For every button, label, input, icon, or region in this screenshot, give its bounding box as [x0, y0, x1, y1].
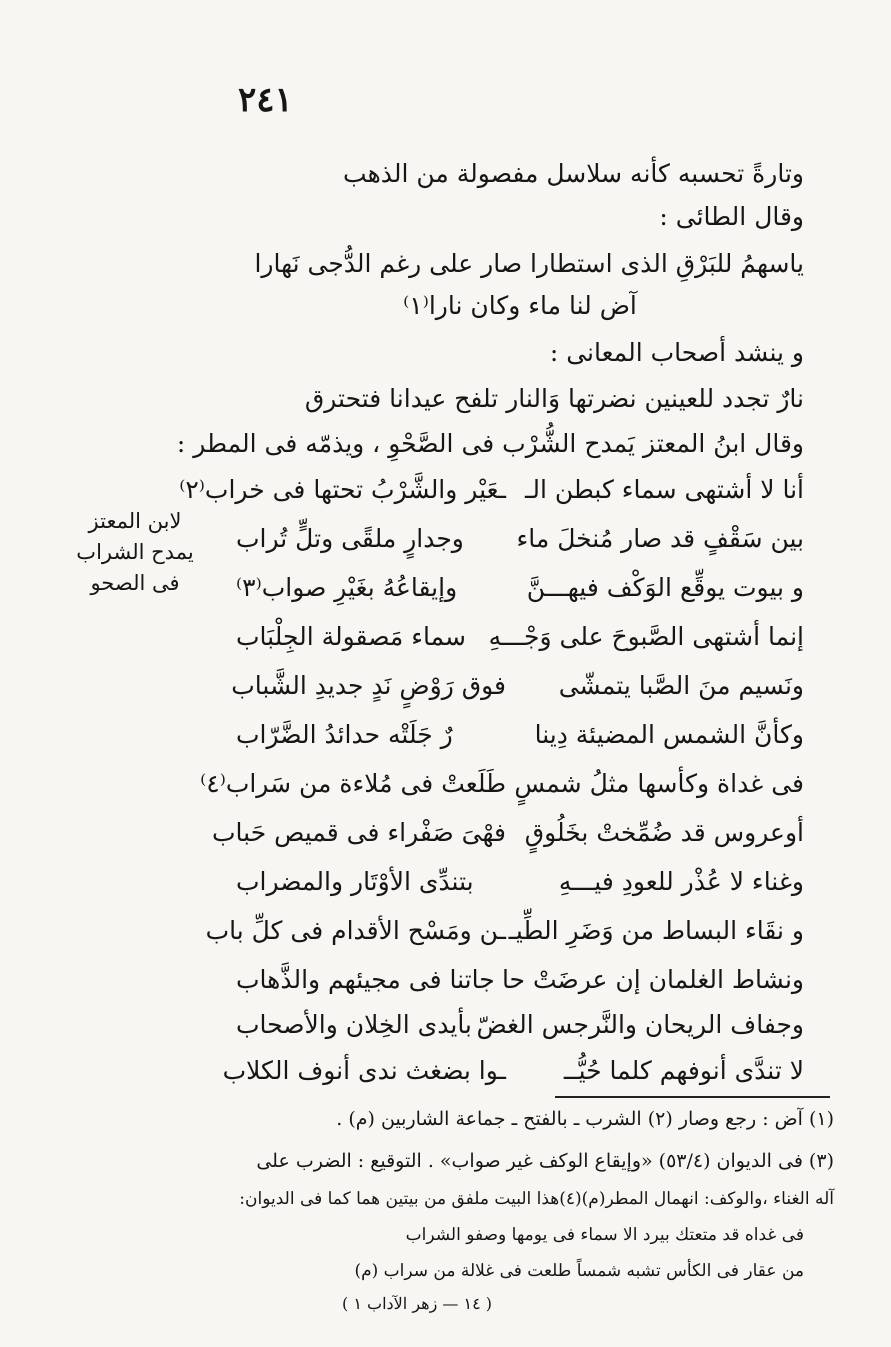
- verse-first-hemistich: إنما أشتهى الصَّبوحَ على وَجْـــهِ: [488, 622, 804, 651]
- footnote-line-1: (١) آض : رجع وصار (٢) الشرب ـ بالفتح ـ جماعة الشاربين (م) .: [336, 1108, 834, 1130]
- verse-first-hemistich: و نقَاء البساط من وَضَرِ الطِّيـ: [508, 916, 804, 945]
- verse-8: [212, 815, 804, 853]
- text-line-7: وقال ابنُ المعتز يَمدح الشُّرْب فى الصَّحْوِ ، ويذمّه فى المطر :: [176, 429, 804, 458]
- footnote-line-3: آله الغناء ،والوكف: انهمال المطر(م)(٤)هذا البيت ملفق من بيتين هما كما فى الديوان:: [239, 1189, 834, 1209]
- signature-line: ( ١٤ — زهر الآداب ١ ): [342, 1294, 492, 1313]
- verse-first-hemistich: أنا لا أشتهى سماء كبطن الـ: [525, 475, 804, 504]
- verse-4: [236, 619, 804, 657]
- footnote-line-2: (٣) فى الديوان (٥٣/٤) «وإيقاع الوكف غير صواب» . التوقيع : الضرب على: [256, 1150, 834, 1172]
- verse-second-hemistich: رٌ جَلَتْه حدائدُ الضَّرّاب: [236, 720, 453, 749]
- verse-second-hemistich: طَلَعتْ فى مُلاءة من سَراب⁽٤⁾: [200, 769, 506, 798]
- verse-13: [222, 1053, 804, 1091]
- margin-note-line: فى الصحو: [90, 571, 180, 595]
- margin-note: [60, 506, 210, 599]
- text-line-5: و ينشد أصحاب المعانى :: [549, 338, 804, 367]
- verse-first-hemistich: بين سَقْفٍ قد صار مُنخلَ ماء: [516, 524, 804, 553]
- verse-11: [236, 962, 804, 1000]
- margin-note-line: يمدح الشراب: [76, 540, 194, 564]
- verse-second-hemistich: فوق رَوْضٍ نَدٍ جديدِ الشَّباب: [231, 671, 506, 700]
- verse-first-hemistich: وغناء لا عُذْر للعودِ فيـــهِ: [558, 867, 804, 896]
- text-line-1: وتارةً تحسبه كأنه سلاسل مفصولة من الذهب: [343, 159, 804, 188]
- verse-first-hemistich: و بيوت يوقِّع الوَكْف فيهـــنَّ: [526, 573, 804, 602]
- verse-second-hemistich: جاتنا فى مجيئهم والذَّهاب: [236, 965, 495, 994]
- verse-second-hemistich: ـعَيْر والشَّرْبُ تحتها فى خراب⁽٢⁾: [179, 475, 506, 504]
- page-number: ٢٤١: [238, 80, 293, 120]
- verse-second-hemistich: ـن ومَسْح الأقدام فى كلِّ باب: [205, 916, 506, 945]
- verse-second-hemistich: بأيدى الخِلان والأصحاب: [236, 1010, 472, 1039]
- verse-second-hemistich: بتندِّى الأوْتَار والمضراب: [236, 867, 474, 896]
- text-line-2: وقال الطائى :: [659, 202, 804, 231]
- verse-9: [236, 864, 804, 902]
- verse-first-hemistich: وجفاف الريحان والنَّرجس الغضّ: [476, 1010, 804, 1039]
- footnote-line-4: فى غداه قد متعتك بيرد الا سماء فى يومها وصفو الشراب: [405, 1225, 804, 1245]
- verse-12: [236, 1007, 804, 1045]
- verse-10: [205, 913, 804, 951]
- footnote-divider: [555, 1096, 830, 1098]
- verse-6: [236, 717, 804, 755]
- verse-first-hemistich: أوعروس قد ضُمِّختْ بخَلُوقٍ: [524, 818, 804, 847]
- verse-first-hemistich: ونشاط الغلمان إن عرضَتْ حا: [501, 965, 804, 994]
- verse-1: [179, 472, 804, 510]
- verse-first-hemistich: ونَسيم منَ الصَّبا يتمشّى: [558, 671, 804, 700]
- verse-second-hemistich: وإيقاعُهُ بغَيْرِ صواب⁽٣⁾: [236, 573, 458, 602]
- text-line-6: نارٌ تجدد للعينين نضرتها وَالنار تلفح عيدانا فتحترق: [304, 384, 804, 413]
- verse-2: [236, 521, 804, 559]
- verse-5: [231, 668, 804, 706]
- verse-first-hemistich: لا تندَّى أنوفهم كلما حُيُّــ: [563, 1056, 804, 1085]
- text-line-3: ياسهمُ للبَرْقِ الذى استطارا صار على رغم الدُّجى نَهارا: [254, 249, 804, 278]
- margin-note-line: لابن المعتز: [88, 509, 182, 533]
- verse-3: [236, 570, 804, 608]
- verse-second-hemistich: وجدارٍ ملقًى وتلٍّ تُراب: [236, 524, 464, 553]
- verse-second-hemistich: فهْىَ صَفْراء فى قميص حَباب: [212, 818, 506, 847]
- text-line-4: آض لنا ماء وكان نارا⁽١⁾: [403, 291, 637, 320]
- verse-second-hemistich: سماء مَصقولة الجِلْبَاب: [236, 622, 466, 651]
- verse-7: [200, 766, 804, 804]
- footnote-line-5: من عقار فى الكأس تشبه شمساً طلعت فى غلالة من سراب (م): [354, 1261, 804, 1281]
- verse-second-hemistich: ـوا بضغث ندى أنوف الكلاب: [222, 1056, 506, 1085]
- verse-first-hemistich: وكأنَّ الشمس المضيئة دِينا: [534, 720, 804, 749]
- verse-first-hemistich: فى غداة وكأسها مثلُ شمسٍ: [514, 769, 804, 798]
